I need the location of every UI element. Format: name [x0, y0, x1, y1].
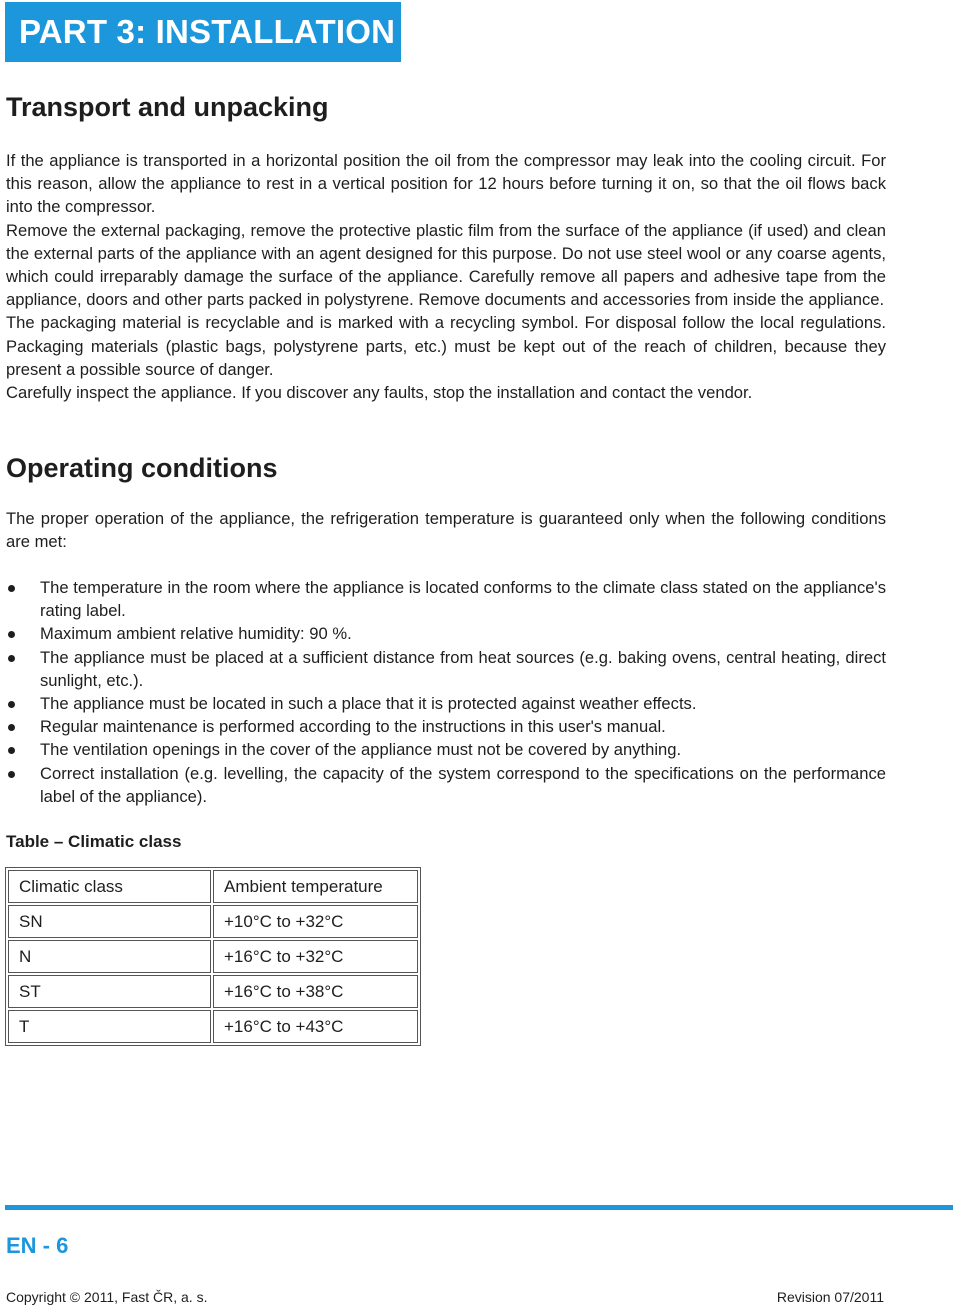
- header-cell: Climatic class: [8, 870, 211, 903]
- list-item: [6, 762, 886, 808]
- part-title: PART 3: INSTALLATION: [19, 13, 396, 50]
- table-row: [8, 975, 418, 1008]
- temperature-cell: +16°C to +38°C: [213, 975, 418, 1008]
- table-caption: Table – Climatic class: [6, 832, 182, 851]
- transport-paragraph: If the appliance is transported in a horizontal position the oil from the compressor may leak into the cooling circuit. For this reason, allow the appliance to rest in a vertical position for 12 hours before turning it on, so that the oil flows back into the compressor.: [6, 151, 886, 217]
- climatic-class-table: [5, 867, 421, 1046]
- class-cell: ST: [8, 975, 211, 1008]
- operating-intro-text: The proper operation of the appliance, the refrigeration temperature is guaranteed only when the following conditions are met:: [6, 509, 886, 552]
- revision-label: Revision: [776, 1289, 831, 1305]
- operating-intro: [6, 507, 886, 553]
- page-number: EN - 6: [6, 1233, 69, 1258]
- table-row: [8, 940, 418, 973]
- footer-divider: [5, 1205, 953, 1210]
- bullet-icon: [8, 771, 15, 778]
- table-row: [8, 905, 418, 938]
- revision-value: 07/2011: [834, 1289, 884, 1305]
- list-item-text: The ventilation openings in the cover of the appliance must not be covered by anything.: [40, 740, 682, 760]
- list-item: [6, 738, 886, 761]
- list-item-text: Correct installation (e.g. levelling, the capacity of the system correspond to the specifications on the performance label of the appliance).: [40, 763, 886, 806]
- table-header-row: [8, 870, 418, 903]
- bullet-icon: [8, 724, 15, 731]
- transport-paragraph: Remove the external packaging, remove the protective plastic film from the surface of the appliance (if used) and clean the external parts of the appliance with an agent designed for this purpose. Do not use steel wool or any coarse agents, which could irreparably damage the surface of the appliance. Carefully remove all papers and adhesive tape from the appliance, doors and other parts packed in polystyrene. Remove documents and accessories from inside the appliance.: [6, 220, 886, 310]
- copyright-notice: Copyright © 2011, Fast ČR, a. s.: [6, 1289, 208, 1305]
- list-item-text: Regular maintenance is performed according to the instructions in this user's manual.: [40, 717, 666, 737]
- list-item-text: The temperature in the room where the appliance is located conforms to the climate class stated on the appliance's rating label.: [40, 578, 886, 621]
- temperature-cell: +10°C to +32°C: [213, 905, 418, 938]
- part-banner: [5, 2, 401, 62]
- bullet-icon: [8, 747, 15, 754]
- bullet-icon: [8, 701, 15, 708]
- revision-info: [777, 1289, 884, 1305]
- transport-paragraph: Carefully inspect the appliance. If you discover any faults, stop the installation and contact the vendor.: [6, 383, 753, 403]
- transport-heading: Transport and unpacking: [6, 92, 329, 122]
- list-item: [6, 692, 886, 715]
- header-cell: Ambient temperature: [213, 870, 418, 903]
- class-cell: SN: [8, 905, 211, 938]
- list-item: [6, 646, 886, 692]
- operating-heading: Operating conditions: [6, 453, 278, 483]
- list-item: [6, 576, 886, 622]
- transport-body: [6, 149, 886, 404]
- class-cell: T: [8, 1010, 211, 1043]
- table-row: [8, 1010, 418, 1043]
- temperature-cell: +16°C to +43°C: [213, 1010, 418, 1043]
- bullet-icon: [8, 631, 15, 638]
- list-item-text: Maximum ambient relative humidity: 90 %.: [40, 624, 352, 644]
- list-item: [6, 715, 886, 738]
- bullet-icon: [8, 655, 15, 662]
- bullet-icon: [8, 585, 15, 592]
- conditions-list: [6, 576, 886, 808]
- class-cell: N: [8, 940, 211, 973]
- temperature-cell: +16°C to +32°C: [213, 940, 418, 973]
- list-item: [6, 622, 886, 645]
- list-item-text: The appliance must be placed at a sufficient distance from heat sources (e.g. baking ovens, central heating, direct sunlight, etc.).: [40, 647, 886, 690]
- list-item-text: The appliance must be located in such a place that it is protected against weather effects.: [40, 694, 697, 714]
- transport-paragraph: The packaging material is recyclable and is marked with a recycling symbol. For disposal follow the local regulations. Packaging materials (plastic bags, polystyrene parts, etc.) must be kept out of the reach of children, because they present a possible source of danger.: [6, 313, 886, 379]
